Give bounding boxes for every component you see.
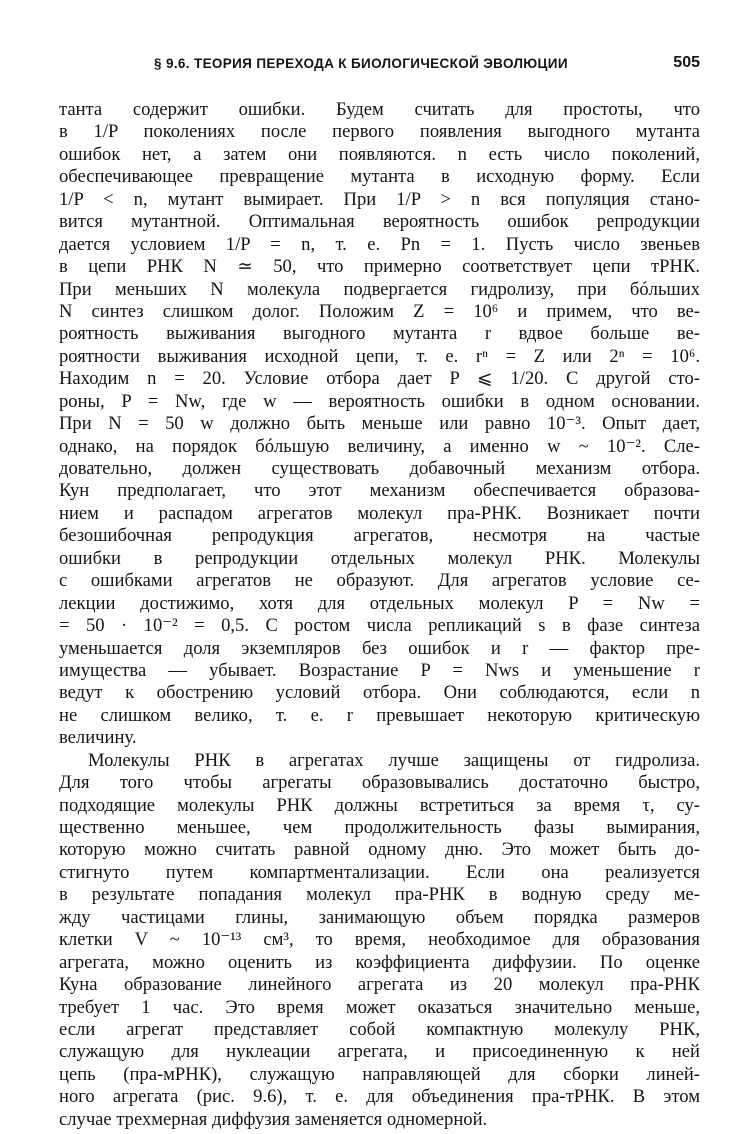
running-title: § 9.6. ТЕОРИЯ ПЕРЕХОДА К БИОЛОГИЧЕСКОЙ ЭВОЛЮЦИИ [154, 56, 568, 71]
text-line: с ошибками агрегатов не образуют. Для агрегатов условие се- [59, 570, 700, 592]
text-line: в 1/P поколениях после первого появления выгодного мутанта [59, 121, 700, 143]
text-line: случае трехмерная диффузия заменяется одномерной. [59, 1108, 488, 1130]
text-line: клетки V ~ 10⁻¹³ см³, то время, необходимое для образования [59, 929, 700, 951]
text-line: Куна образование линейного агрегата из 20 молекул пра-РНК [59, 974, 700, 996]
text-line: безошибочная репродукция агрегатов, несмотря на частые [59, 525, 700, 547]
text-line: не слишком велико, т. е. r превышает некоторую критическую [59, 704, 700, 726]
text-line: вится мутантной. Оптимальная вероятность ошибок репродукции [59, 211, 700, 233]
text-line: жду частицами глины, занимающую объем порядка размеров [59, 906, 700, 928]
text-line: танта содержит ошибки. Будем считать для простоты, что [59, 99, 700, 120]
text-line: роны, P = Nw, где w — вероятность ошибки в одном основании. [59, 390, 700, 412]
text-line: Находим n = 20. Условие отбора дает P ⩽ 1/20. С другой сто- [59, 368, 700, 390]
text-line: лекции достижимо, хотя для отдельных молекул P = Nw = [59, 592, 700, 614]
text-line: ошибок нет, а затем они появляются. n есть число поколений, [59, 143, 700, 165]
text-line: Молекулы РНК в агрегатах лучше защищены от гидролиза. [88, 749, 700, 771]
text-line: агрегата, можно оценить из коэффициента диффузии. По оценке [59, 951, 700, 973]
text-line: щественно меньшее, чем продолжительность фазы вымирания, [59, 817, 700, 838]
text-line: цепь (пра-мРНК), служащую направляющей для сборки линей- [59, 1063, 700, 1085]
page-header [60, 54, 700, 78]
text-line: однако, на порядок бóльшую величину, а именно w ~ 10⁻². Сле- [59, 435, 700, 457]
text-line: стигнуто путем компартментализации. Если она реализуется [59, 861, 700, 883]
text-line: требует 1 час. Это время может оказаться значительно меньше, [59, 996, 700, 1018]
paragraph-2 [59, 750, 700, 1131]
text-line: ного агрегата (рис. 9.6), т. е. для объединения пра-тРНК. В этом [59, 1086, 700, 1108]
text-line: подходящие молекулы РНК должны встретиться за время τ, су- [59, 794, 700, 816]
text-line: ведут к обострению условий отбора. Они соблюдаются, если n [59, 682, 700, 704]
text-line: ошибки в репродукции отдельных молекул РНК. Молекулы [59, 547, 700, 569]
text-line: которую можно считать равной одному дню. Это может быть до- [59, 839, 700, 861]
text-line: При меньших N молекула подвергается гидролизу, при бóльших [59, 278, 700, 300]
text-line: N синтез слишком долог. Положим Z = 10⁶ и примем, что ве- [59, 300, 700, 322]
text-line: имущества — убывает. Возрастание P = Nws и уменьшение r [59, 659, 700, 681]
text-line: довательно, должен существовать добавочный механизм отбора. [59, 458, 700, 479]
text-line: дается условием 1/P = n, т. е. Pn = 1. Пусть число звеньев [59, 233, 700, 255]
text-line: При N = 50 w должно быть меньше или равно 10⁻³. Опыт дает, [59, 413, 700, 435]
text-line: роятность выживания выгодного мутанта r вдвое больше ве- [59, 323, 700, 345]
body-text [59, 99, 700, 1131]
paragraph-1 [59, 99, 700, 750]
page-number: 505 [673, 54, 700, 71]
text-line: роятности выживания исходной цепи, т. е. rⁿ = Z или 2ⁿ = 10⁶. [59, 345, 700, 367]
text-line: в цепи РНК N ≃ 50, что примерно соответствует цепи тРНК. [59, 256, 700, 278]
text-line: Кун предполагает, что этот механизм обеспечивается образова- [59, 480, 700, 502]
text-line: величину. [59, 727, 137, 749]
text-line: 1/P < n, мутант вымирает. При 1/P > n вся популяция стано- [59, 188, 700, 210]
text-line: служащую для нуклеации агрегата, и присоединенную к ней [59, 1041, 700, 1063]
text-line: если агрегат представляет собой компактную молекулу РНК, [59, 1018, 700, 1040]
text-line: Для того чтобы агрегаты образовывались достаточно быстро, [59, 772, 700, 794]
text-line: обеспечивающее превращение мутанта в исходную форму. Если [59, 166, 700, 188]
text-line: = 50 · 10⁻² = 0,5. С ростом числа репликаций s в фазе синтеза [59, 615, 700, 637]
text-line: в результате попадания молекул пра-РНК в водную среду ме- [59, 884, 700, 906]
text-line: уменьшается доля экземпляров без ошибок и r — фактор пре- [59, 637, 700, 659]
text-line: нием и распадом агрегатов молекул пра-РНК. Возникает почти [59, 502, 700, 524]
